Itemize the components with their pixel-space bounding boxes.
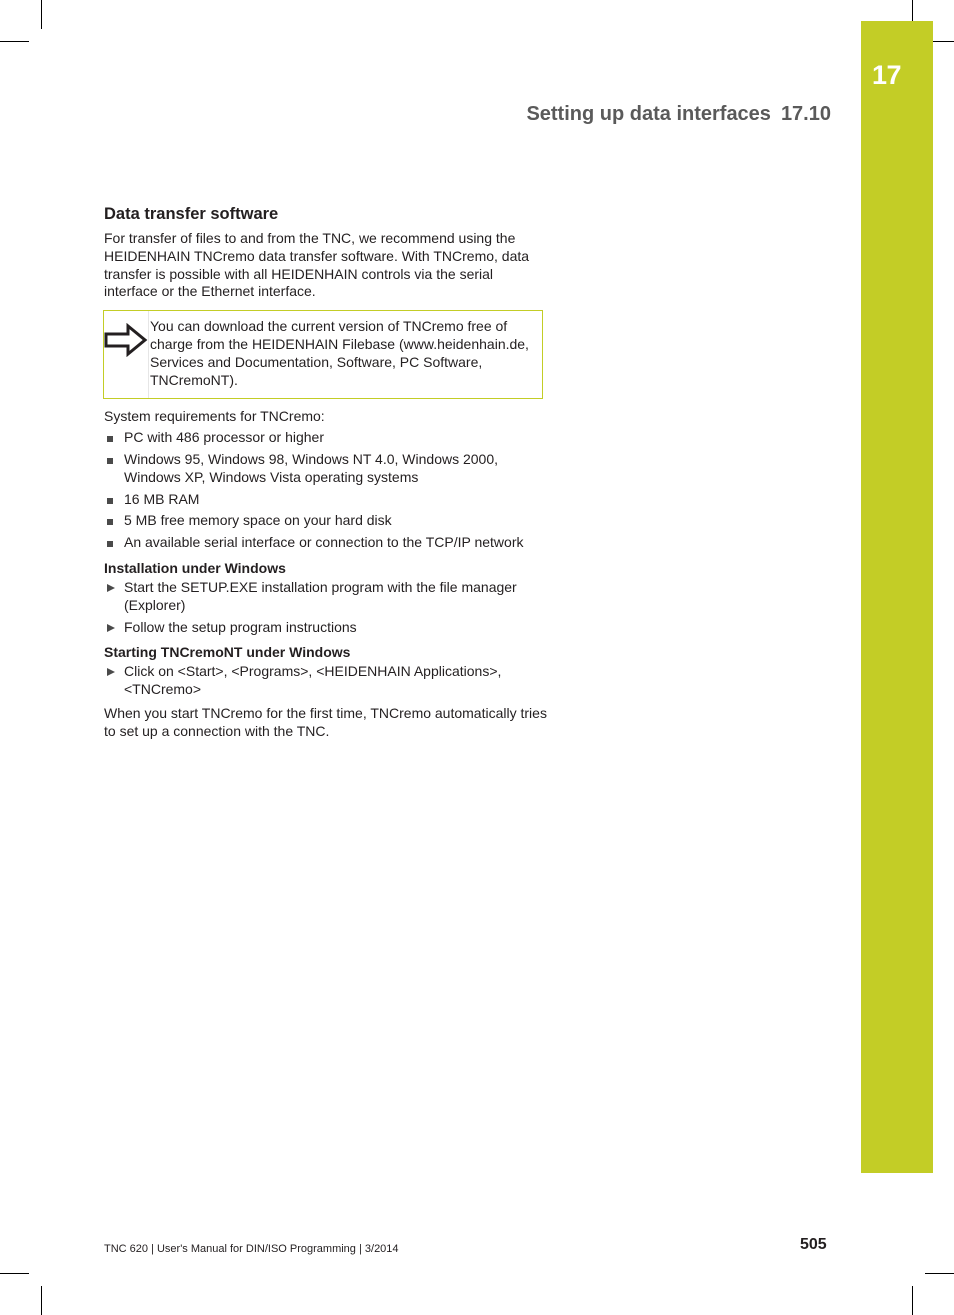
chapter-number: 17 bbox=[872, 60, 902, 90]
list-item: PC with 486 processor or higher bbox=[104, 429, 549, 447]
crop-mark bbox=[0, 1273, 29, 1274]
section-heading: Data transfer software bbox=[104, 205, 279, 223]
chapter-tab bbox=[861, 21, 933, 1173]
step-item: Start the SETUP.EXE installation program with the file manager (Explorer) bbox=[104, 579, 549, 615]
crop-mark bbox=[0, 41, 29, 42]
installation-heading: Installation under Windows bbox=[104, 559, 286, 576]
list-item: Windows 95, Windows 98, Windows NT 4.0, Windows 2000, Windows XP, Windows Vista operating systems bbox=[104, 451, 549, 487]
arrow-right-outline-icon bbox=[104, 311, 149, 398]
list-item: 5 MB free memory space on your hard disk bbox=[104, 512, 549, 530]
footer-text: TNC 620 | User's Manual for DIN/ISO Programming | 3/2014 bbox=[104, 1243, 399, 1255]
intro-paragraph: For transfer of files to and from the TNC, we recommend using the HEIDENHAIN TNCremo data transfer software. With TNCremo, data transfer is possible with all HEIDENHAIN controls via the serial interface or the Ethernet interface. bbox=[104, 230, 530, 300]
installation-steps bbox=[104, 579, 549, 636]
crop-mark bbox=[933, 41, 954, 42]
note-text: You can download the current version of TNCremo free of charge from the HEIDENHAIN Filebase (www.heidenhain.de, Services and Documentation, Software, PC Software, TNCremoNT). bbox=[150, 318, 529, 388]
starting-heading: Starting TNCremoNT under Windows bbox=[104, 644, 351, 661]
list-item: An available serial interface or connection to the TCP/IP network bbox=[104, 534, 549, 552]
section-number: 17.10 bbox=[780, 103, 831, 125]
list-item: 16 MB RAM bbox=[104, 491, 549, 509]
requirements-list bbox=[104, 429, 549, 552]
page-number: 505 bbox=[800, 1236, 827, 1253]
requirements-intro: System requirements for TNCremo: bbox=[104, 408, 325, 425]
step-item: Click on <Start>, <Programs>, <HEIDENHAIN Applications>, <TNCremo> bbox=[104, 663, 549, 699]
crop-mark bbox=[912, 0, 913, 21]
crop-mark bbox=[925, 1273, 954, 1274]
main-content bbox=[104, 205, 549, 741]
running-title: Setting up data interfaces bbox=[526, 103, 771, 125]
crop-mark bbox=[912, 1286, 913, 1315]
step-item: Follow the setup program instructions bbox=[104, 619, 549, 637]
note-box bbox=[103, 310, 543, 399]
starting-steps bbox=[104, 663, 549, 699]
running-header bbox=[526, 103, 831, 126]
closing-paragraph: When you start TNCremo for the first time, TNCremo automatically tries to set up a connection with the TNC. bbox=[104, 704, 547, 739]
crop-mark bbox=[41, 1286, 42, 1315]
crop-mark bbox=[41, 0, 42, 29]
